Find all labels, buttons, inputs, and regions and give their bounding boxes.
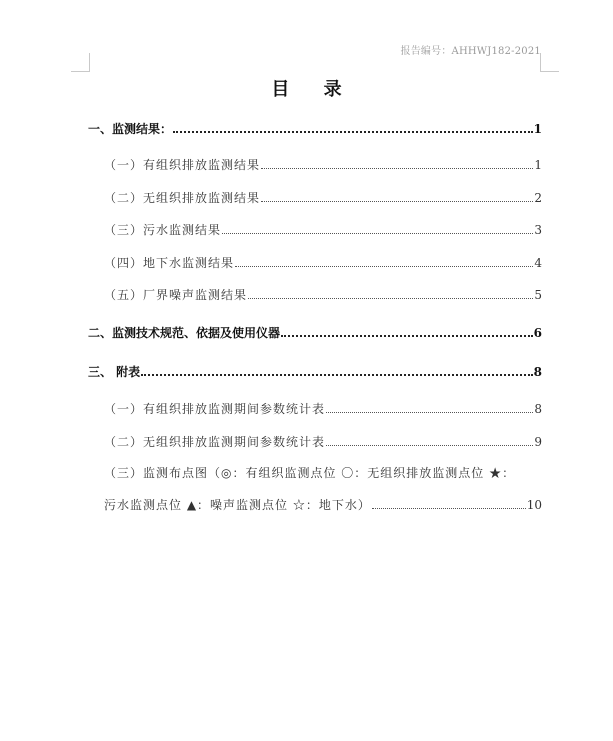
- toc-entry-label: （二）无组织排放监测结果: [104, 191, 261, 205]
- toc-dot-leader: [281, 334, 533, 337]
- toc-page-number: 5: [534, 288, 542, 302]
- toc-page-number: 8: [534, 402, 542, 416]
- toc-entry-label: （三）污水监测结果: [104, 223, 222, 237]
- toc-entry-layout-map-line2[interactable]: [104, 497, 542, 513]
- toc-dot-leader: [326, 444, 533, 446]
- toc-entry-layout-map-line1[interactable]: （三）监测布点图（◎：有组织监测点位 〇：无组织排放监测点位 ★：: [104, 466, 516, 480]
- toc-dot-leader: [235, 265, 533, 267]
- toc-entry-appendix[interactable]: [88, 364, 542, 380]
- toc-entry-unorganized-emission[interactable]: [104, 190, 542, 206]
- toc-entry-label: （五）厂界噪声监测结果: [104, 288, 248, 302]
- toc-page-number: 1: [534, 158, 542, 172]
- toc-page-number: 6: [533, 326, 542, 340]
- crop-mark-top-left: [71, 53, 90, 72]
- toc-page-number: 3: [534, 223, 542, 237]
- toc-entry-label: （四）地下水监测结果: [104, 256, 235, 270]
- toc-dot-leader: [372, 507, 526, 509]
- toc-dot-leader: [261, 167, 533, 169]
- toc-page-number: 10: [526, 498, 542, 512]
- toc-dot-leader: [173, 130, 533, 133]
- toc-entry-organized-params[interactable]: [104, 401, 542, 417]
- toc-page-number: 8: [533, 365, 542, 379]
- toc-entry-unorganized-params[interactable]: [104, 434, 542, 450]
- toc-entry-label: 三、 附表: [88, 365, 141, 379]
- toc-entry-organized-emission[interactable]: [104, 157, 542, 173]
- toc-entry-label: 污水监测点位 ▲：噪声监测点位 ☆：地下水）: [104, 498, 371, 512]
- toc-dot-leader: [248, 297, 533, 299]
- toc-page-number: 4: [534, 256, 542, 270]
- toc-entry-label: （二）无组织排放监测期间参数统计表: [104, 435, 326, 449]
- toc-dot-leader: [222, 232, 533, 234]
- toc-entry-groundwater[interactable]: [104, 255, 542, 271]
- toc-entry-label: 一、监测结果：: [88, 122, 173, 136]
- toc-entry-label: 二、监测技术规范、依据及使用仪器: [88, 326, 281, 340]
- toc-entry-technical-specs[interactable]: [88, 325, 542, 341]
- toc-entry-label: （一）有组织排放监测期间参数统计表: [104, 402, 326, 416]
- toc-dot-leader: [141, 373, 532, 376]
- toc-page-number: 9: [534, 435, 542, 449]
- toc-entry-wastewater[interactable]: [104, 222, 542, 238]
- toc-entry-label: （一）有组织排放监测结果: [104, 158, 261, 172]
- toc-entry-boundary-noise[interactable]: [104, 287, 542, 303]
- toc-page-number: 2: [534, 191, 542, 205]
- toc-entry-monitoring-results[interactable]: [88, 121, 542, 137]
- report-number: 报告编号：AHHWJ182-2021: [400, 46, 541, 57]
- toc-dot-leader: [326, 411, 533, 413]
- toc-page-number: 1: [533, 122, 542, 136]
- crop-mark-top-right: [540, 53, 559, 72]
- toc-title: 目 录: [271, 79, 356, 100]
- toc-dot-leader: [261, 200, 533, 202]
